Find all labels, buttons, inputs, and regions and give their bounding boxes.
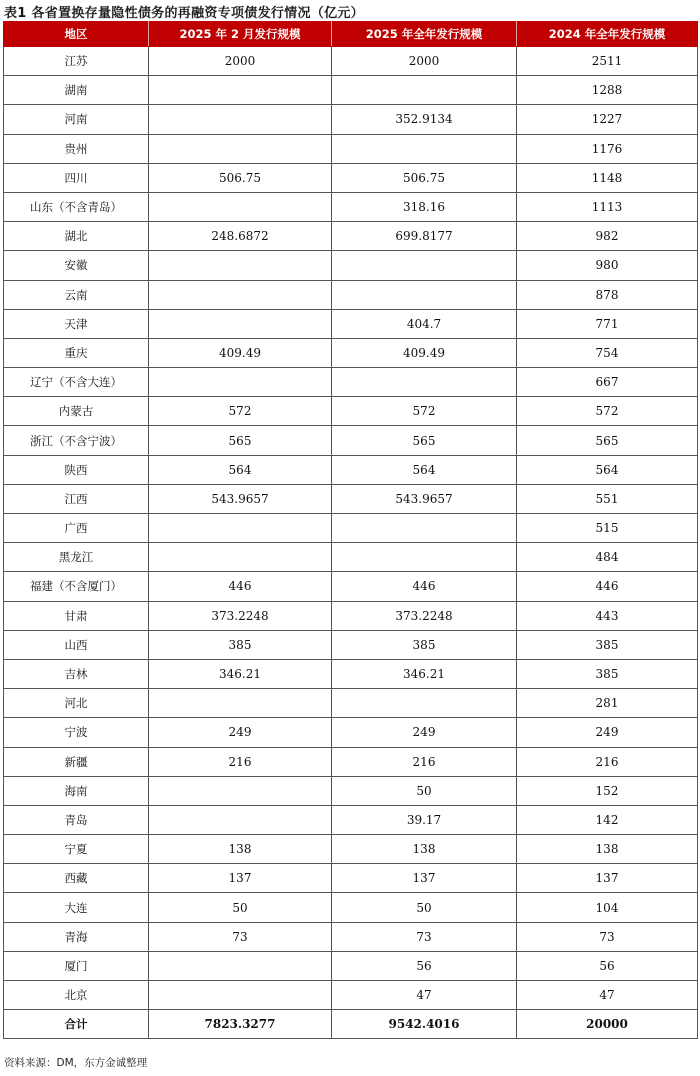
table-row (4, 455, 698, 484)
table-row (4, 484, 698, 513)
full-2024-cell: 771 (517, 309, 698, 338)
full-2025-cell: 216 (332, 747, 517, 776)
full-2024-cell: 385 (517, 659, 698, 688)
region-cell: 江苏 (4, 47, 149, 76)
full-2024-cell: 104 (517, 893, 698, 922)
table-row (4, 368, 698, 397)
full-2025-cell: 385 (332, 630, 517, 659)
full-2025-cell (332, 368, 517, 397)
region-cell: 四川 (4, 163, 149, 192)
full-2025-cell (332, 543, 517, 572)
region-cell: 湖南 (4, 76, 149, 105)
region-cell: 北京 (4, 981, 149, 1010)
feb-2025-cell: 565 (149, 426, 332, 455)
full-2024-cell: 754 (517, 338, 698, 367)
feb-2025-cell: 346.21 (149, 659, 332, 688)
full-2025-cell: 506.75 (332, 163, 517, 192)
full-2025-cell: 373.2248 (332, 601, 517, 630)
region-cell: 重庆 (4, 338, 149, 367)
feb-2025-cell (149, 689, 332, 718)
table-row (4, 222, 698, 251)
feb-2025-cell: 373.2248 (149, 601, 332, 630)
feb-2025-cell (149, 514, 332, 543)
full-2025-cell: 138 (332, 835, 517, 864)
full-2024-cell: 515 (517, 514, 698, 543)
source-note: 资料来源：DM，东方金诚整理 (4, 1057, 148, 1069)
table-row (4, 747, 698, 776)
table-body (4, 47, 698, 1039)
full-2024-cell: 1113 (517, 192, 698, 221)
region-cell: 甘肃 (4, 601, 149, 630)
feb-2025-cell: 216 (149, 747, 332, 776)
table-row (4, 338, 698, 367)
feb-2025-cell (149, 251, 332, 280)
table-row (4, 776, 698, 805)
table-row (4, 835, 698, 864)
table-row (4, 922, 698, 951)
feb-2025-cell (149, 76, 332, 105)
full-2025-cell: 446 (332, 572, 517, 601)
feb-2025-cell (149, 309, 332, 338)
feb-2025-cell (149, 105, 332, 134)
full-2025-cell (332, 134, 517, 163)
table-row (4, 251, 698, 280)
region-cell: 陕西 (4, 455, 149, 484)
full-2025-cell: 39.17 (332, 805, 517, 834)
feb-2025-cell: 137 (149, 864, 332, 893)
full-2025-cell: 352.9134 (332, 105, 517, 134)
full-2024-cell: 1176 (517, 134, 698, 163)
table-row (4, 514, 698, 543)
feb-2025-cell: 506.75 (149, 163, 332, 192)
table-row (4, 951, 698, 980)
region-cell: 山西 (4, 630, 149, 659)
full-2025-cell: 50 (332, 776, 517, 805)
full-2025-cell: 249 (332, 718, 517, 747)
table-row (4, 280, 698, 309)
total-row (4, 1010, 698, 1039)
full-2024-cell: 47 (517, 981, 698, 1010)
full-2024-cell: 1148 (517, 163, 698, 192)
table-header-row (4, 22, 698, 47)
region-cell: 海南 (4, 776, 149, 805)
full-2024-cell: 484 (517, 543, 698, 572)
region-cell: 湖北 (4, 222, 149, 251)
full-2025-cell (332, 280, 517, 309)
full-2025-cell: 47 (332, 981, 517, 1010)
table-row (4, 134, 698, 163)
full-2025-cell (332, 251, 517, 280)
table-title: 表1 各省置换存量隐性债务的再融资专项债发行情况（亿元） (4, 6, 364, 21)
feb-2025-cell (149, 192, 332, 221)
full-2024-cell: 564 (517, 455, 698, 484)
full-2025-cell: 56 (332, 951, 517, 980)
table-row (4, 659, 698, 688)
feb-2025-cell (149, 368, 332, 397)
feb-2025-cell: 564 (149, 455, 332, 484)
region-cell: 吉林 (4, 659, 149, 688)
full-2024-cell: 137 (517, 864, 698, 893)
bond-issuance-table (3, 21, 698, 1039)
full-2024-cell: 565 (517, 426, 698, 455)
full-2025-cell: 404.7 (332, 309, 517, 338)
full-2024-cell: 1227 (517, 105, 698, 134)
feb-2025-cell: 543.9657 (149, 484, 332, 513)
table-row (4, 163, 698, 192)
table-row (4, 893, 698, 922)
full-2024-cell: 56 (517, 951, 698, 980)
feb-2025-cell (149, 805, 332, 834)
table-row (4, 689, 698, 718)
full-2025-cell: 409.49 (332, 338, 517, 367)
region-cell: 天津 (4, 309, 149, 338)
table-row (4, 630, 698, 659)
feb-2025-cell: 138 (149, 835, 332, 864)
region-cell: 江西 (4, 484, 149, 513)
full-2024-cell: 878 (517, 280, 698, 309)
region-cell: 大连 (4, 893, 149, 922)
total-full-2025-cell: 9542.4016 (332, 1010, 517, 1039)
table-row (4, 805, 698, 834)
feb-2025-cell: 572 (149, 397, 332, 426)
feb-2025-cell (149, 776, 332, 805)
table-row (4, 718, 698, 747)
feb-2025-cell: 50 (149, 893, 332, 922)
table-row (4, 543, 698, 572)
feb-2025-cell: 2000 (149, 47, 332, 76)
full-2025-cell: 565 (332, 426, 517, 455)
header-region: 地区 (4, 22, 149, 47)
table-row (4, 397, 698, 426)
header-feb-2025: 2025 年 2 月发行规模 (149, 22, 332, 47)
table-row (4, 309, 698, 338)
full-2025-cell: 50 (332, 893, 517, 922)
full-2024-cell: 73 (517, 922, 698, 951)
total-feb-2025-cell: 7823.3277 (149, 1010, 332, 1039)
table-row (4, 192, 698, 221)
table-row (4, 572, 698, 601)
region-cell: 安徽 (4, 251, 149, 280)
region-cell: 新疆 (4, 747, 149, 776)
full-2024-cell: 443 (517, 601, 698, 630)
feb-2025-cell (149, 951, 332, 980)
region-cell: 黑龙江 (4, 543, 149, 572)
region-cell: 内蒙古 (4, 397, 149, 426)
header-full-2025: 2025 年全年发行规模 (332, 22, 517, 47)
region-cell: 贵州 (4, 134, 149, 163)
full-2025-cell: 2000 (332, 47, 517, 76)
region-cell: 广西 (4, 514, 149, 543)
full-2024-cell: 2511 (517, 47, 698, 76)
region-cell: 辽宁（不含大连） (4, 368, 149, 397)
full-2025-cell (332, 514, 517, 543)
full-2024-cell: 249 (517, 718, 698, 747)
table-row (4, 981, 698, 1010)
full-2025-cell: 73 (332, 922, 517, 951)
region-cell: 浙江（不含宁波） (4, 426, 149, 455)
feb-2025-cell: 446 (149, 572, 332, 601)
full-2024-cell: 980 (517, 251, 698, 280)
region-cell: 厦门 (4, 951, 149, 980)
feb-2025-cell (149, 134, 332, 163)
region-cell: 宁波 (4, 718, 149, 747)
region-cell: 青岛 (4, 805, 149, 834)
full-2025-cell (332, 689, 517, 718)
full-2025-cell: 699.8177 (332, 222, 517, 251)
feb-2025-cell: 409.49 (149, 338, 332, 367)
full-2024-cell: 281 (517, 689, 698, 718)
region-cell: 河南 (4, 105, 149, 134)
table-row (4, 47, 698, 76)
table-row (4, 105, 698, 134)
region-cell: 西藏 (4, 864, 149, 893)
table-row (4, 426, 698, 455)
full-2024-cell: 551 (517, 484, 698, 513)
full-2025-cell: 543.9657 (332, 484, 517, 513)
feb-2025-cell: 249 (149, 718, 332, 747)
total-full-2024-cell: 20000 (517, 1010, 698, 1039)
feb-2025-cell (149, 543, 332, 572)
total-region-cell: 合计 (4, 1010, 149, 1039)
header-full-2024: 2024 年全年发行规模 (517, 22, 698, 47)
region-cell: 青海 (4, 922, 149, 951)
full-2024-cell: 138 (517, 835, 698, 864)
feb-2025-cell: 385 (149, 630, 332, 659)
full-2024-cell: 152 (517, 776, 698, 805)
full-2025-cell: 137 (332, 864, 517, 893)
full-2024-cell: 572 (517, 397, 698, 426)
full-2024-cell: 1288 (517, 76, 698, 105)
region-cell: 云南 (4, 280, 149, 309)
feb-2025-cell (149, 981, 332, 1010)
full-2024-cell: 385 (517, 630, 698, 659)
feb-2025-cell: 73 (149, 922, 332, 951)
table-row (4, 601, 698, 630)
region-cell: 山东（不含青岛） (4, 192, 149, 221)
full-2024-cell: 667 (517, 368, 698, 397)
region-cell: 河北 (4, 689, 149, 718)
region-cell: 宁夏 (4, 835, 149, 864)
full-2025-cell: 346.21 (332, 659, 517, 688)
table-row (4, 76, 698, 105)
feb-2025-cell: 248.6872 (149, 222, 332, 251)
full-2024-cell: 142 (517, 805, 698, 834)
full-2025-cell (332, 76, 517, 105)
region-cell: 福建（不含厦门） (4, 572, 149, 601)
full-2024-cell: 982 (517, 222, 698, 251)
feb-2025-cell (149, 280, 332, 309)
full-2024-cell: 446 (517, 572, 698, 601)
table-row (4, 864, 698, 893)
full-2024-cell: 216 (517, 747, 698, 776)
full-2025-cell: 572 (332, 397, 517, 426)
full-2025-cell: 318.16 (332, 192, 517, 221)
full-2025-cell: 564 (332, 455, 517, 484)
